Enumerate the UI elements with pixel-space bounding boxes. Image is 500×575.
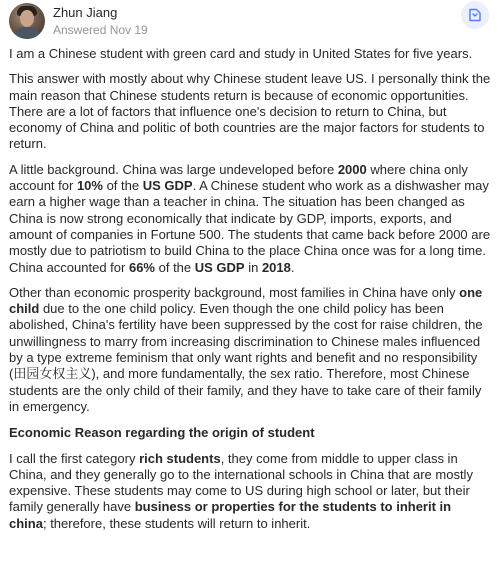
answered-date-link[interactable]: Answered Nov 19 xyxy=(53,23,148,37)
answer-meta xyxy=(53,23,148,37)
answer-header xyxy=(9,0,491,42)
paragraph-background: A little background. China was large undeveloped before 2000 where china only account for 10% of the US GDP. A Chinese student who work as a dishwasher may earn a higher wage than a teacher in china. The situation has been changed as China is now strong economically that indicate by GDP, imports, exports, and amount of companies in Fortune 500. The students that came back before 2000 are mostly due to patriotism to build China to the place China once was for a long time. China accounted for 66% of the US GDP in 2018. xyxy=(9,161,491,275)
paragraph-intro: I am a Chinese student with green card and study in United States for five years. xyxy=(9,46,473,61)
avatar-face xyxy=(20,10,34,27)
paragraph-one-child: Other than economic prosperity background, most families in China have only one child due to the one child policy. Even though the one child policy has been abolished, China's fertility have been suppressed by the cost for raise children, the unwillingness to marry from increasing discrimination to Chinese males influenced by a type extreme feminism that only want rights and benefit and no responsibility (田园女权主义), and more fundamentally, the sex ratio. Therefore, most Chinese students are the only child of their family, and they have to take care of their family in emergency. xyxy=(9,284,483,414)
paragraph-main-reason: This answer with mostly about why Chinese student leave US. I personally think the main reason that Chinese students return is because of economic opportunities. There are a lot of factors that influence one's decision to return to China, but economy of China and politic of both countries are the major factors for students to return. xyxy=(9,71,491,152)
avatar[interactable] xyxy=(9,3,45,39)
author-name[interactable]: Zhun Jiang xyxy=(53,5,118,20)
answer-content xyxy=(9,46,491,532)
topic-tag-icon xyxy=(467,7,483,23)
avatar-body xyxy=(13,27,41,39)
paragraph-rich-students: I call the first category rich students, they come from middle to upper class in China, and they generally go to the international schools in China that are mostly expensive. These students may come to US during high school or later, but their family generally have business or properties for the students to inherit in china; therefore, these students will return to inherit. xyxy=(9,450,473,531)
section-heading: Economic Reason regarding the origin of student xyxy=(9,425,315,441)
topic-tag-button[interactable] xyxy=(461,1,489,29)
